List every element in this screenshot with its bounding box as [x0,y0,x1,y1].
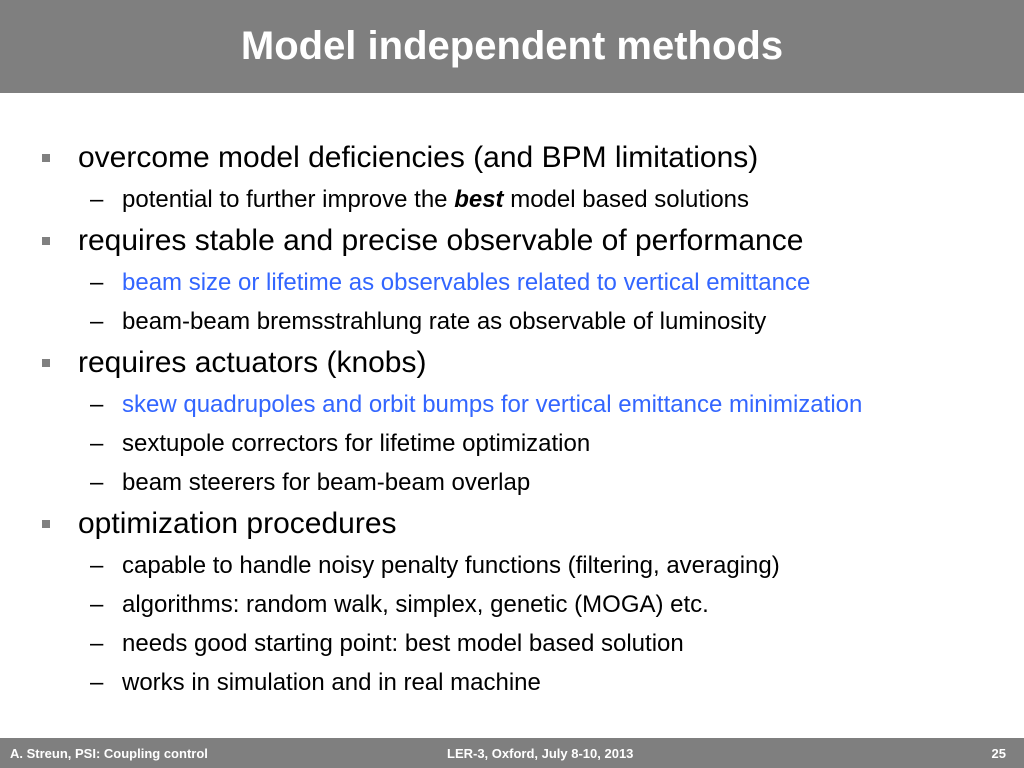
dash-bullet-icon: – [90,391,104,418]
sub-bullet-item [0,385,1024,424]
sub-bullet-text-end: model based solutions [503,186,750,213]
square-bullet-icon [42,237,50,245]
bullet-text: requires actuators (knobs) [78,346,427,379]
sub-bullet-item [0,424,1024,463]
sub-bullet-item [0,263,1024,302]
sub-bullet-item [0,546,1024,585]
dash-bullet-icon: – [90,630,104,657]
footer-author: A. Streun, PSI: Coupling control [10,746,208,761]
sub-bullet-item [0,463,1024,502]
sub-bullet-text-start: potential to further improve the [122,186,455,213]
bullet-text: overcome model deficiencies (and BPM limitations) [78,141,759,174]
sub-bullet-text: skew quadrupoles and orbit bumps for vertical emittance minimization [122,391,863,418]
dash-bullet-icon: – [90,469,104,496]
bullet-text: requires stable and precise observable of performance [78,224,804,257]
dash-bullet-icon: – [90,186,104,213]
footer-bar [0,738,1024,768]
dash-bullet-icon: – [90,552,104,579]
sub-bullet-item [0,180,1024,219]
sub-bullet-text: beam steerers for beam-beam overlap [122,469,531,496]
bullet-text: optimization procedures [78,507,397,540]
dash-bullet-icon: – [90,269,104,296]
slide-content [0,136,1024,702]
sub-bullet-text: beam size or lifetime as observables related to vertical emittance [122,269,811,296]
dash-bullet-icon: – [90,430,104,457]
sub-bullet-item [0,585,1024,624]
sub-bullet-text: capable to handle noisy penalty functions (filtering, averaging) [122,552,780,579]
dash-bullet-icon: – [90,308,104,335]
bullet-item [0,341,1024,385]
title-bar [0,0,1024,93]
footer-event: LER-3, Oxford, July 8-10, 2013 [447,746,634,761]
sub-bullet-text: sextupole correctors for lifetime optimization [122,430,591,457]
page-number: 25 [991,746,1006,761]
sub-bullet-item [0,624,1024,663]
bullet-item [0,136,1024,180]
sub-bullet-text [122,186,749,214]
bullet-item [0,219,1024,263]
sub-bullet-text: works in simulation and in real machine [122,669,541,696]
sub-bullet-item [0,302,1024,341]
emphasized-word: best [454,186,504,213]
bullet-item [0,502,1024,546]
slide-title: Model independent methods [240,24,784,68]
sub-bullet-text: beam-beam bremsstrahlung rate as observable of luminosity [122,308,767,335]
square-bullet-icon [42,359,50,367]
square-bullet-icon [42,520,50,528]
sub-bullet-text: needs good starting point: best model based solution [122,630,684,657]
sub-bullet-text: algorithms: random walk, simplex, genetic (MOGA) etc. [122,591,709,618]
dash-bullet-icon: – [90,591,104,618]
dash-bullet-icon: – [90,669,104,696]
sub-bullet-item [0,663,1024,702]
square-bullet-icon [42,154,50,162]
